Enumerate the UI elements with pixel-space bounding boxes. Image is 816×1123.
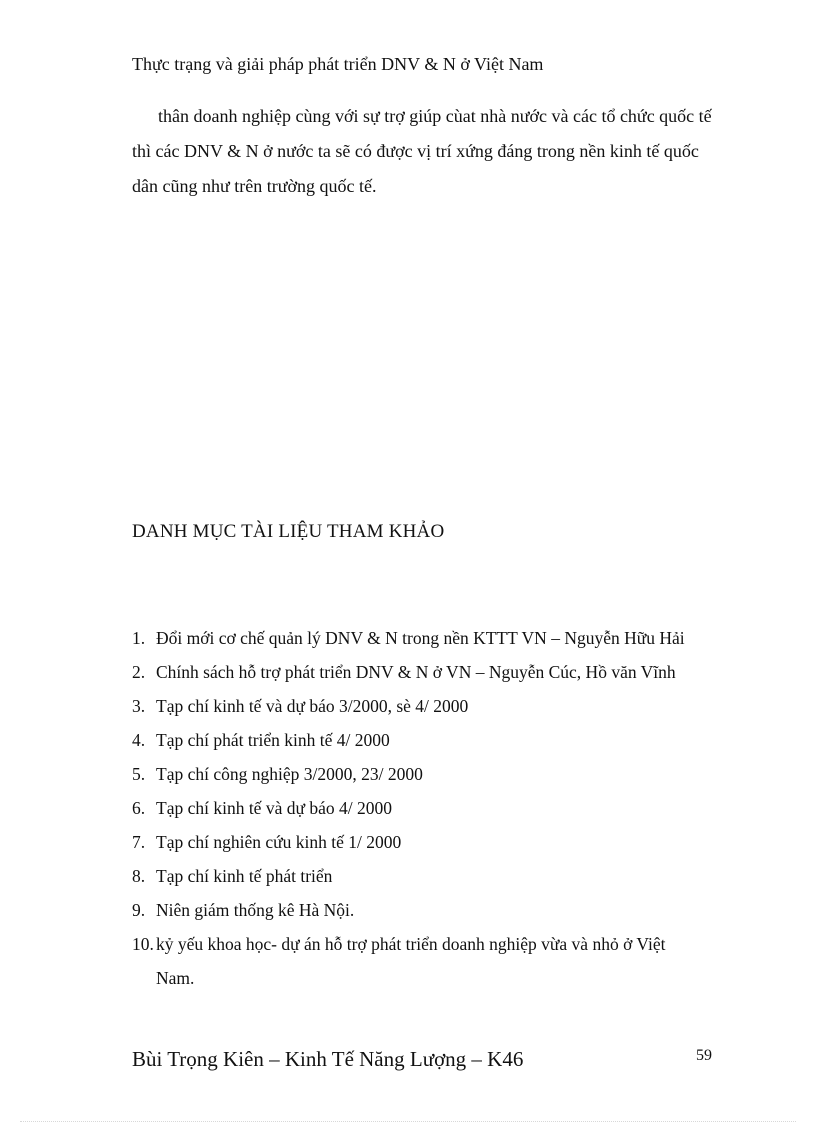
reference-item — [132, 655, 676, 689]
page-number: 59 — [696, 1047, 712, 1064]
reference-number: 2. — [132, 662, 146, 682]
reference-text: Tạp chí nghiên cứu kinh tế 1/ 2000 — [156, 832, 402, 852]
reference-text: Chính sách hỗ trợ phát triển DNV & N ở VN – Nguyễn Cúc, Hồ văn Vĩnh — [156, 662, 676, 682]
reference-text: Tạp chí kinh tế phát triển — [156, 866, 333, 886]
reference-number: 10. — [132, 934, 154, 954]
reference-item — [132, 791, 392, 825]
reference-text: Tạp chí công nghiệp 3/2000, 23/ 2000 — [156, 764, 423, 784]
reference-item — [132, 723, 390, 757]
body-paragraph — [132, 100, 742, 205]
reference-item — [132, 859, 333, 893]
reference-item — [132, 825, 402, 859]
references-list — [132, 621, 685, 995]
reference-number: 4. — [132, 730, 146, 750]
reference-text: Tạp chí phát triển kinh tế 4/ 2000 — [156, 730, 390, 750]
paragraph-line: thì các DNV & N ở nước ta sẽ có được vị trí xứng đáng trong nền kinh tế quốc — [132, 141, 699, 161]
reference-number: 8. — [132, 866, 146, 886]
reference-number: 9. — [132, 900, 146, 920]
paragraph-line: thân doanh nghiệp cùng với sự trợ giúp cùat nhà nước và các tổ chức quốc tế — [158, 106, 712, 126]
reference-number: 1. — [132, 628, 146, 648]
reference-number: 3. — [132, 696, 146, 716]
reference-text: Đổi mới cơ chế quản lý DNV & N trong nền KTTT VN – Nguyễn Hữu Hải — [156, 628, 685, 648]
reference-item — [132, 621, 685, 655]
reference-number: 6. — [132, 798, 146, 818]
reference-number: 5. — [132, 764, 146, 784]
reference-item — [132, 893, 355, 927]
references-heading: DANH MỤC TÀI LIỆU THAM KHẢO — [132, 521, 445, 542]
reference-item — [132, 757, 423, 791]
paragraph-line: dân cũng như trên trường quốc tế. — [132, 176, 377, 196]
reference-item — [132, 689, 469, 723]
reference-item — [132, 927, 666, 961]
running-header: Thực trạng và giải pháp phát triển DNV & N ở Việt Nam — [132, 54, 544, 74]
reference-number: 7. — [132, 832, 146, 852]
page-bottom-divider — [20, 1121, 796, 1122]
reference-text: Niên giám thống kê Hà Nội. — [156, 900, 355, 920]
reference-text: Tạp chí kinh tế và dự báo 3/2000, sè 4/ 2000 — [156, 696, 469, 716]
reference-continuation: Nam. — [156, 968, 195, 988]
reference-text: Tạp chí kinh tế và dự báo 4/ 2000 — [156, 798, 392, 818]
footer-author: Bùi Trọng Kiên – Kinh Tế Năng Lượng – K46 — [132, 1047, 524, 1071]
reference-text: kỷ yếu khoa học- dự án hỗ trợ phát triển doanh nghiệp vừa và nhỏ ở Việt — [156, 934, 666, 954]
